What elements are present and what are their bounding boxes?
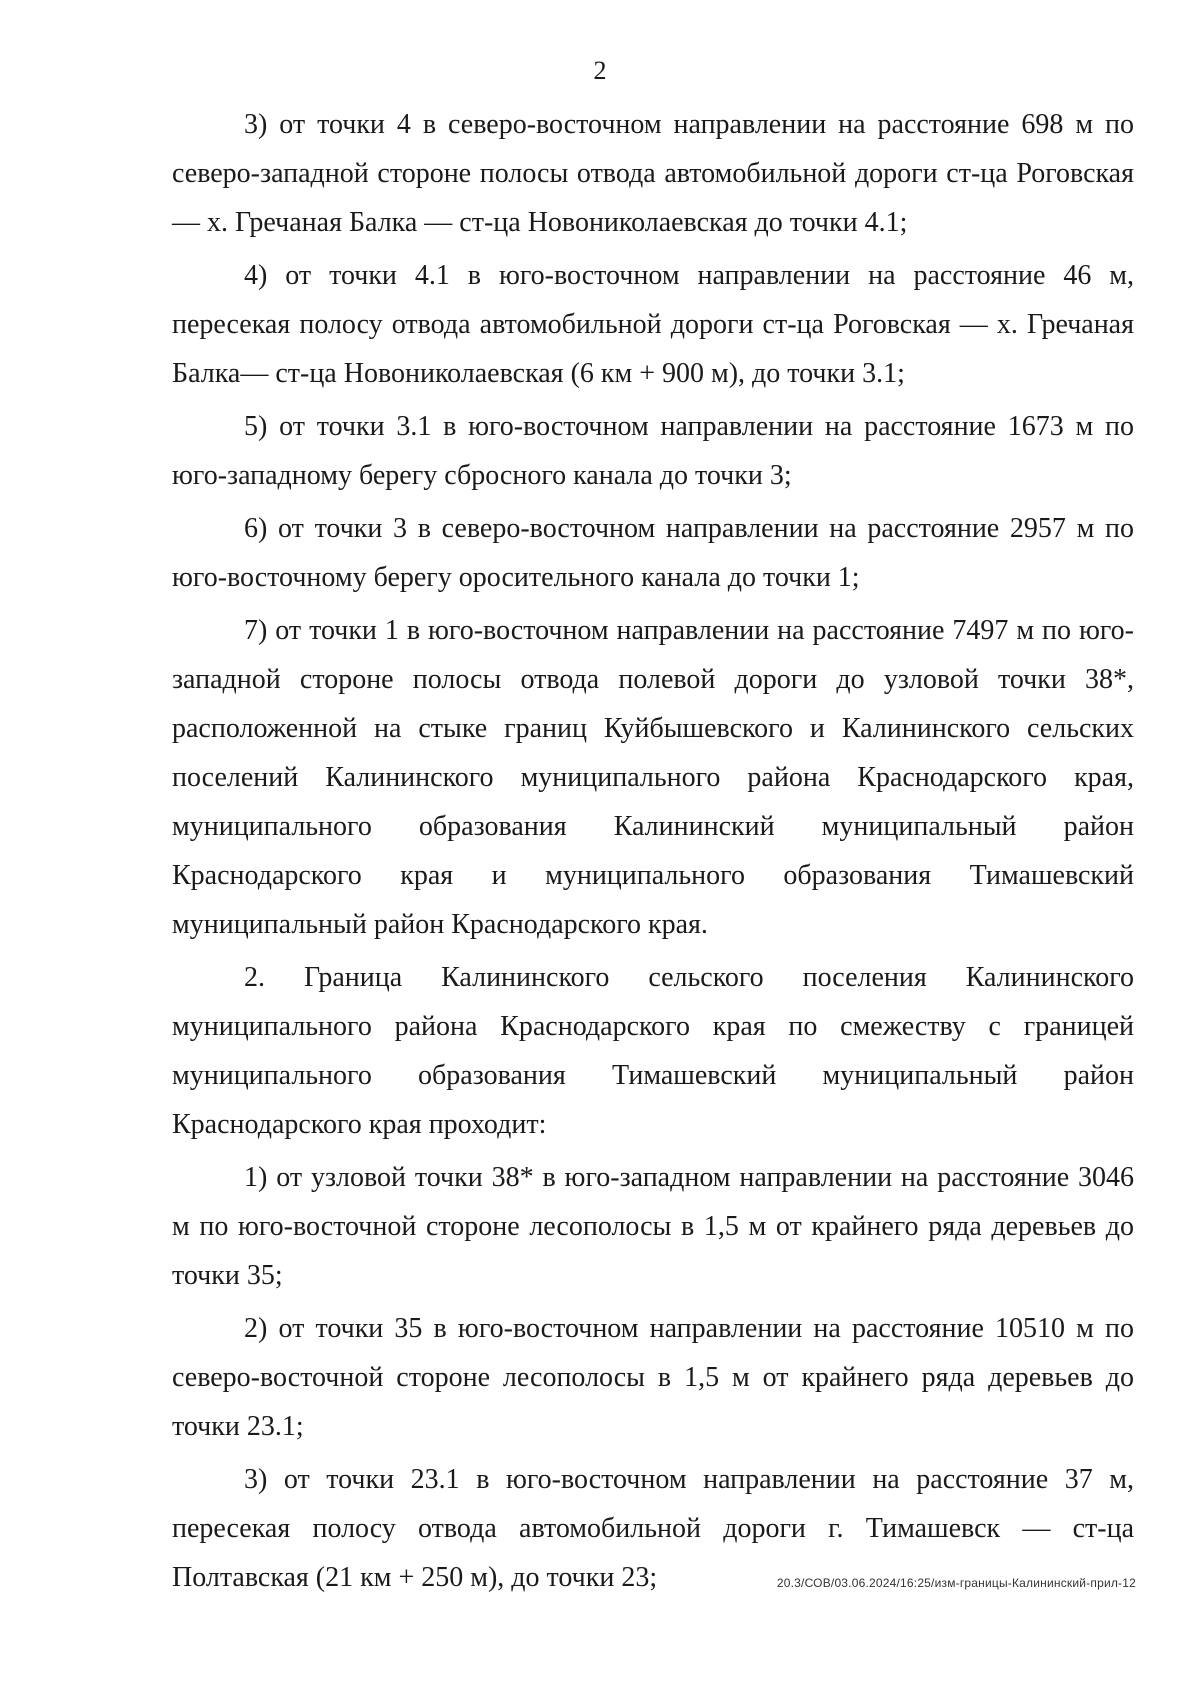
paragraph-point-7: 7) от точки 1 в юго-восточном направлении на расстояние 7497 м по юго-западной стороне полосы отвода полевой дороги до узловой точки 38*, расположенной на стыке границ Куйбышевского и Калининского сельских поселений Калининского муниципального района Краснодарского края, муниципального образования Калининский муниципальный район Краснодарского края и муниципального образования Тимашевский муниципальный район Краснодарского края. xyxy=(172,615,1134,940)
document-body xyxy=(172,100,1134,1606)
paragraph-point-4: 4) от точки 4.1 в юго-восточном направлении на расстояние 46 м, пересекая полосу отвода автомобильной дороги ст-ца Роговская — х. Гречаная Балка— ст-ца Новониколаевская (6 км + 900 м), до точки 3.1; xyxy=(172,260,1134,389)
document-footer-code: 20.3/СОВ/03.06.2024/16:25/изм-границы-Калининский-прил-12 xyxy=(776,1576,1136,1590)
paragraph-point-5: 5) от точки 3.1 в юго-восточном направлении на расстояние 1673 м по юго-западному берегу сбросного канала до точки 3; xyxy=(172,411,1134,491)
page-number: 2 xyxy=(593,56,607,85)
paragraph-section-2-point-1: 1) от узловой точки 38* в юго-западном направлении на расстояние 3046 м по юго-восточной стороне лесополосы в 1,5 м от крайнего ряда деревьев до точки 35; xyxy=(172,1162,1134,1291)
paragraph-point-3: 3) от точки 4 в северо-восточном направлении на расстояние 698 м по северо-западной стороне полосы отвода автомобильной дороги ст-ца Роговская — х. Гречаная Балка — ст-ца Новониколаевская до точки 4.1; xyxy=(172,109,1134,238)
paragraph-point-6: 6) от точки 3 в северо-восточном направлении на расстояние 2957 м по юго-восточному берегу оросительного канала до точки 1; xyxy=(172,513,1134,593)
paragraph-section-2-point-2: 2) от точки 35 в юго-восточном направлении на расстояние 10510 м по северо-восточной стороне лесополосы в 1,5 м от крайнего ряда деревьев до точки 23.1; xyxy=(172,1313,1134,1442)
paragraph-section-2: 2. Граница Калининского сельского поселения Калининского муниципального района Краснодарского края по смежеству с границей муниципального образования Тимашевский муниципальный район Краснодарского края проходит: xyxy=(172,962,1134,1140)
paragraph-section-2-point-3: 3) от точки 23.1 в юго-восточном направлении на расстояние 37 м, пересекая полосу отвода автомобильной дороги г. Тимашевск — ст-ца Полтавская (21 км + 250 м), до точки 23; xyxy=(172,1464,1134,1593)
